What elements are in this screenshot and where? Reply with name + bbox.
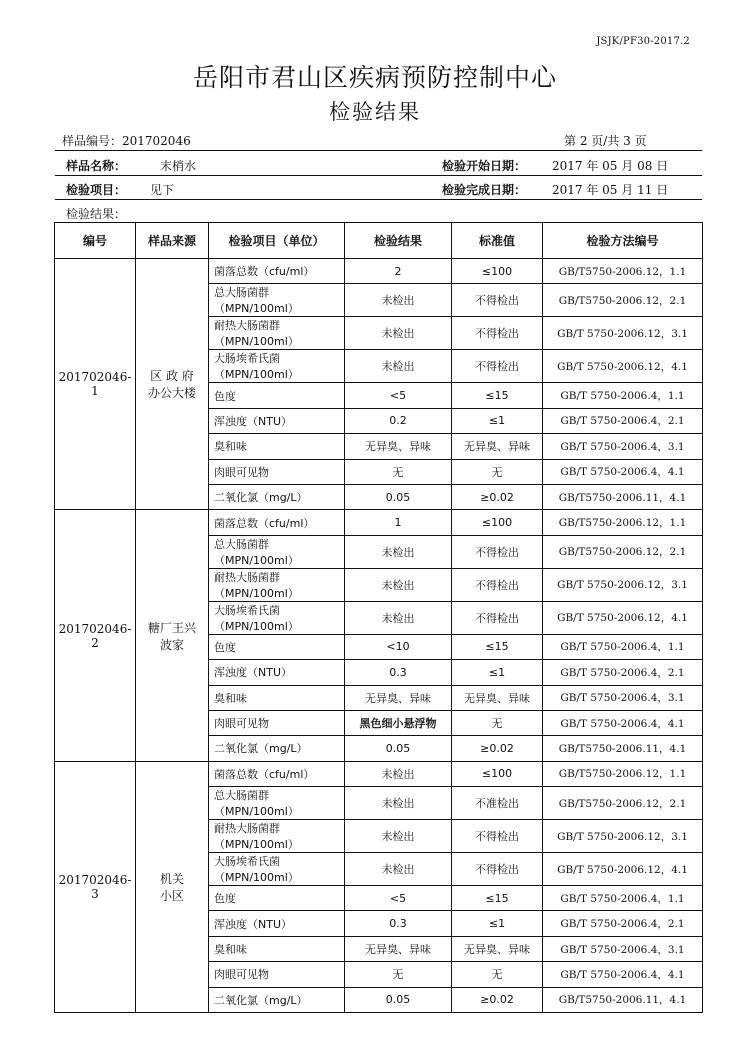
results-table bbox=[54, 222, 703, 1013]
test-result-cell: 未检出 bbox=[345, 761, 452, 786]
test-result-cell: 黑色细小悬浮物 bbox=[345, 710, 452, 735]
test-method-cell: GB/T 5750-2006.4，3.1 bbox=[543, 936, 703, 961]
test-item-cell: 肉眼可见物 bbox=[209, 710, 345, 735]
test-method-cell: GB/T5750-2006.11，4.1 bbox=[543, 987, 703, 1012]
test-method-cell: GB/T 5750-2006.4，1.1 bbox=[543, 383, 703, 408]
test-item-cell: 二氧化氯（mg/L） bbox=[209, 484, 345, 509]
test-item-cell: 大肠埃希氏菌（MPN/100ml） bbox=[209, 350, 345, 383]
test-result-cell: 未检出 bbox=[345, 568, 452, 601]
test-method-cell: GB/T5750-2006.12，2.1 bbox=[543, 535, 703, 568]
test-method-cell: GB/T 5750-2006.4，1.1 bbox=[543, 886, 703, 911]
test-result-cell: 0.05 bbox=[345, 484, 452, 509]
test-result-cell: 未检出 bbox=[345, 601, 452, 634]
test-method-cell: GB/T 5750-2006.4，2.1 bbox=[543, 911, 703, 936]
test-item-cell: 色度 bbox=[209, 634, 345, 659]
test-item-cell: 臭和味 bbox=[209, 685, 345, 710]
test-method-cell: GB/T 5750-2006.4，1.1 bbox=[543, 634, 703, 659]
test-item-cell: 总大肠菌群（MPN/100ml） bbox=[209, 284, 345, 317]
test-result-cell: 0.05 bbox=[345, 987, 452, 1012]
start-date-value: 2017 年 05 月 08 日 bbox=[552, 159, 669, 173]
sample-source-cell: 区 政 府 办公大楼 bbox=[136, 259, 209, 510]
test-method-cell: GB/T 5750-2006.4，2.1 bbox=[543, 660, 703, 685]
test-method-cell: GB/T 5750-2006.4，3.1 bbox=[543, 685, 703, 710]
sample-id-cell: 201702046- 3 bbox=[55, 761, 136, 1012]
column-header-source: 样品来源 bbox=[136, 223, 209, 259]
test-item-cell: 菌落总数（cfu/ml） bbox=[209, 761, 345, 786]
test-result-cell: 无异臭、异味 bbox=[345, 685, 452, 710]
test-item-cell: 大肠埃希氏菌（MPN/100ml） bbox=[209, 601, 345, 634]
test-item-cell: 色度 bbox=[209, 383, 345, 408]
standard-value-cell: ≤1 bbox=[452, 408, 543, 433]
divider bbox=[55, 150, 702, 151]
standard-value-cell: ≤1 bbox=[452, 911, 543, 936]
test-item-cell: 二氧化氯（mg/L） bbox=[209, 987, 345, 1012]
sample-name-value: 末梢水 bbox=[160, 159, 197, 173]
standard-value-cell: 不得检出 bbox=[452, 568, 543, 601]
test-method-cell: GB/T 5750-2006.12，4.1 bbox=[543, 853, 703, 886]
column-header-item: 检验项目（单位） bbox=[209, 223, 345, 259]
test-method-cell: GB/T 5750-2006.12，3.1 bbox=[543, 820, 703, 853]
standard-value-cell: ≤100 bbox=[452, 510, 543, 535]
test-method-cell: GB/T 5750-2006.4，2.1 bbox=[543, 408, 703, 433]
standard-value-cell: 无 bbox=[452, 962, 543, 987]
table-header-row bbox=[55, 223, 703, 259]
standard-value-cell: 不得检出 bbox=[452, 601, 543, 634]
sample-number: 样品编号：201702046 bbox=[62, 134, 191, 148]
test-method-cell: GB/T 5750-2006.12，3.1 bbox=[543, 568, 703, 601]
test-result-cell: 未检出 bbox=[345, 317, 452, 350]
sample-id-cell: 201702046- 1 bbox=[55, 259, 136, 510]
test-result-cell: 0.05 bbox=[345, 736, 452, 761]
standard-value-cell: 不得检出 bbox=[452, 535, 543, 568]
standard-value-cell: 无 bbox=[452, 459, 543, 484]
results-label: 检验结果： bbox=[66, 207, 127, 221]
test-item-cell: 菌落总数（cfu/ml） bbox=[209, 259, 345, 284]
standard-value-cell: 无异臭、异味 bbox=[452, 685, 543, 710]
test-result-cell: 未检出 bbox=[345, 787, 452, 820]
start-date-label: 检验开始日期： bbox=[442, 159, 527, 173]
test-item-cell: 总大肠菌群（MPN/100ml） bbox=[209, 535, 345, 568]
standard-value-cell: 无异臭、异味 bbox=[452, 434, 543, 459]
test-result-cell: 0.3 bbox=[345, 660, 452, 685]
end-date-value: 2017 年 05 月 11 日 bbox=[552, 183, 669, 197]
test-item-cell: 臭和味 bbox=[209, 936, 345, 961]
test-method-cell: GB/T 5750-2006.4，4.1 bbox=[543, 962, 703, 987]
test-result-cell: 未检出 bbox=[345, 853, 452, 886]
standard-value-cell: ≤15 bbox=[452, 634, 543, 659]
sample-name-label: 样品名称： bbox=[66, 159, 127, 173]
test-result-cell: 未检出 bbox=[345, 284, 452, 317]
standard-value-cell: ≤15 bbox=[452, 886, 543, 911]
standard-value-cell: ≥0.02 bbox=[452, 484, 543, 509]
test-result-cell: 未检出 bbox=[345, 350, 452, 383]
test-item-cell: 耐热大肠菌群（MPN/100ml） bbox=[209, 820, 345, 853]
test-result-cell: 无 bbox=[345, 459, 452, 484]
standard-value-cell: 不准检出 bbox=[452, 787, 543, 820]
standard-value-cell: 不得检出 bbox=[452, 350, 543, 383]
sample-id-cell: 201702046- 2 bbox=[55, 510, 136, 761]
column-header-standard: 标准值 bbox=[452, 223, 543, 259]
test-item-cell: 色度 bbox=[209, 886, 345, 911]
standard-value-cell: 无 bbox=[452, 710, 543, 735]
test-result-cell: <5 bbox=[345, 383, 452, 408]
test-method-cell: GB/T 5750-2006.12，4.1 bbox=[543, 601, 703, 634]
test-result-cell: <5 bbox=[345, 886, 452, 911]
test-result-cell: 0.3 bbox=[345, 911, 452, 936]
column-header-id: 编号 bbox=[55, 223, 136, 259]
test-method-cell: GB/T 5750-2006.12，4.1 bbox=[543, 350, 703, 383]
test-method-cell: GB/T 5750-2006.4，4.1 bbox=[543, 710, 703, 735]
standard-value-cell: 不得检出 bbox=[452, 820, 543, 853]
test-items-value: 见下 bbox=[150, 183, 175, 197]
test-result-cell: 无异臭、异味 bbox=[345, 434, 452, 459]
test-item-cell: 肉眼可见物 bbox=[209, 962, 345, 987]
standard-value-cell: ≥0.02 bbox=[452, 736, 543, 761]
test-item-cell: 浑浊度（NTU） bbox=[209, 408, 345, 433]
column-header-result: 检验结果 bbox=[345, 223, 452, 259]
standard-value-cell: ≤100 bbox=[452, 761, 543, 786]
test-method-cell: GB/T5750-2006.12，1.1 bbox=[543, 259, 703, 284]
test-item-cell: 耐热大肠菌群（MPN/100ml） bbox=[209, 568, 345, 601]
test-item-cell: 浑浊度（NTU） bbox=[209, 660, 345, 685]
standard-value-cell: 不得检出 bbox=[452, 284, 543, 317]
test-result-cell: 未检出 bbox=[345, 820, 452, 853]
test-item-cell: 总大肠菌群（MPN/100ml） bbox=[209, 787, 345, 820]
standard-value-cell: 不得检出 bbox=[452, 317, 543, 350]
test-method-cell: GB/T5750-2006.11，4.1 bbox=[543, 736, 703, 761]
sample-source-cell: 机关 小区 bbox=[136, 761, 209, 1012]
document-code: JSJK/PF30-2017.2 bbox=[596, 36, 690, 47]
standard-value-cell: ≤15 bbox=[452, 383, 543, 408]
test-item-cell: 臭和味 bbox=[209, 434, 345, 459]
table-row bbox=[55, 510, 703, 535]
standard-value-cell: ≤1 bbox=[452, 660, 543, 685]
standard-value-cell: ≤100 bbox=[452, 259, 543, 284]
test-method-cell: GB/T5750-2006.11，4.1 bbox=[543, 484, 703, 509]
test-item-cell: 菌落总数（cfu/ml） bbox=[209, 510, 345, 535]
test-method-cell: GB/T5750-2006.12，2.1 bbox=[543, 787, 703, 820]
test-method-cell: GB/T5750-2006.12，1.1 bbox=[543, 761, 703, 786]
test-item-cell: 浑浊度（NTU） bbox=[209, 911, 345, 936]
standard-value-cell: ≥0.02 bbox=[452, 987, 543, 1012]
test-item-cell: 大肠埃希氏菌（MPN/100ml） bbox=[209, 853, 345, 886]
test-result-cell: 1 bbox=[345, 510, 452, 535]
test-result-cell: <10 bbox=[345, 634, 452, 659]
document-title: 检验结果 bbox=[329, 100, 421, 124]
test-method-cell: GB/T 5750-2006.12，3.1 bbox=[543, 317, 703, 350]
test-method-cell: GB/T 5750-2006.4，3.1 bbox=[543, 434, 703, 459]
divider bbox=[55, 199, 702, 200]
test-result-cell: 2 bbox=[345, 259, 452, 284]
standard-value-cell: 无异臭、异味 bbox=[452, 936, 543, 961]
end-date-label: 检验完成日期： bbox=[442, 183, 527, 197]
organization-title: 岳阳市君山区疾病预防控制中心 bbox=[192, 63, 557, 92]
test-item-cell: 二氧化氯（mg/L） bbox=[209, 736, 345, 761]
table-row bbox=[55, 259, 703, 284]
test-item-cell: 肉眼可见物 bbox=[209, 459, 345, 484]
page-indicator: 第 2 页/共 3 页 bbox=[564, 134, 647, 148]
test-items-label: 检验项目： bbox=[66, 183, 127, 197]
test-result-cell: 无异臭、异味 bbox=[345, 936, 452, 961]
sample-source-cell: 糖厂王兴 波家 bbox=[136, 510, 209, 761]
divider bbox=[55, 175, 702, 176]
test-method-cell: GB/T 5750-2006.4，4.1 bbox=[543, 459, 703, 484]
column-header-method: 检验方法编号 bbox=[543, 223, 703, 259]
test-result-cell: 无 bbox=[345, 962, 452, 987]
test-result-cell: 0.2 bbox=[345, 408, 452, 433]
table-row bbox=[55, 761, 703, 786]
test-item-cell: 耐热大肠菌群（MPN/100ml） bbox=[209, 317, 345, 350]
test-result-cell: 未检出 bbox=[345, 535, 452, 568]
test-method-cell: GB/T5750-2006.12，1.1 bbox=[543, 510, 703, 535]
test-method-cell: GB/T5750-2006.12，2.1 bbox=[543, 284, 703, 317]
standard-value-cell: 不得检出 bbox=[452, 853, 543, 886]
